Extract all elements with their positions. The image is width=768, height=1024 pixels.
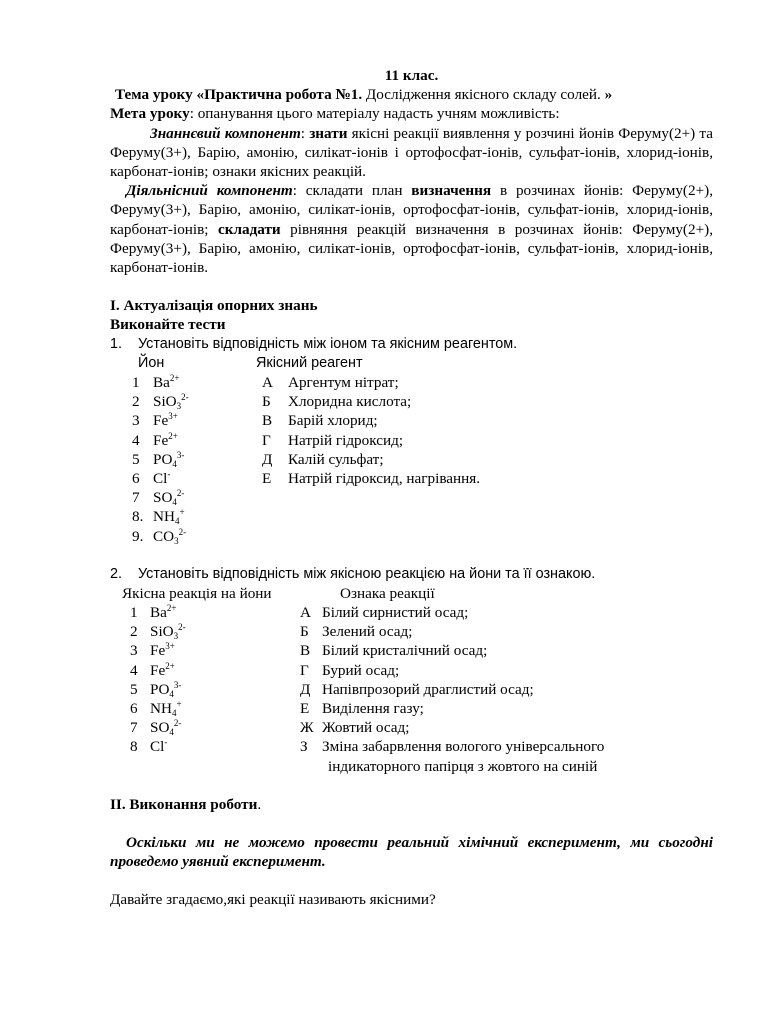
table-row: [110, 527, 713, 546]
answer-letter: Г: [262, 431, 271, 449]
table-row: [110, 373, 713, 392]
table-row: [110, 488, 713, 507]
row-number: 8.: [132, 508, 144, 526]
answer-text: Виділення газу;: [322, 700, 424, 718]
lesson-topic: Тема уроку «Практична робота №1. Дослідження якісного складу солей. »: [115, 86, 613, 104]
answer-letter: Д: [262, 450, 273, 468]
row-number: 7: [130, 719, 138, 737]
row-number: 7: [132, 489, 140, 507]
table-row: [110, 469, 713, 488]
answer-letter: Е: [300, 700, 310, 718]
answer-text: Напівпрозорий драглистий осад;: [322, 680, 534, 698]
section-2-title: ІІ. Виконання роботи.: [110, 795, 262, 813]
answer-text: Білий сирнистий осад;: [322, 604, 469, 622]
answer-letter: А: [262, 374, 273, 392]
row-number: 2: [130, 623, 138, 641]
row-number: 8: [130, 738, 138, 756]
task-2-columns: Якісна реакція на йони Ознака реакції: [122, 584, 435, 602]
ion-formula: Cl-: [153, 468, 171, 487]
document-page: [110, 66, 713, 910]
table-row: [110, 622, 713, 641]
ion-formula: $PO_4^{3-}$: [153, 449, 185, 469]
answer-text: Аргентум нітрат;: [288, 374, 399, 392]
answer-letter: В: [300, 642, 311, 660]
row-number: 9.: [132, 527, 144, 545]
answer-text: Натрій гідроксид, нагрівання.: [288, 469, 481, 487]
ion-formula: $Fe^{2+}$: [153, 430, 178, 449]
task-2-table: [110, 603, 713, 757]
table-row: [110, 680, 713, 699]
knowledge-component: Знаннєвий компонент: знати якісні реакції виявлення у розчині йонів Феруму(2+) та Феруму(3+), Барію, амонію, силікат-іонів і ортофосфат-іонів, сульфат-іонів, хлорид-іонів, карбонат-іонів; ознаки якісних реакцій.: [110, 124, 713, 181]
task-2-sign-continuation: індикаторного папірця з жовтого на синій: [328, 757, 598, 775]
grade-heading: 11 клас.: [384, 67, 439, 84]
answer-text: Бурий осад;: [322, 661, 400, 679]
ion-formula: $Fe^{3+}$: [150, 641, 175, 660]
answer-text: Хлоридна кислота;: [288, 393, 412, 411]
answer-letter: А: [300, 604, 311, 622]
answer-text: Білий кристалічний осад;: [322, 642, 488, 660]
table-row: [110, 641, 713, 660]
task-1-columns: Йон Якісний реагент: [138, 354, 363, 371]
ion-formula: $PO_4^{3-}$: [150, 679, 182, 699]
table-row: [110, 411, 713, 430]
ion-formula: $CO_3^{2-}$: [153, 526, 187, 546]
ion-formula: $Ba^{2+}$: [153, 373, 180, 392]
row-number: 4: [130, 661, 138, 679]
lesson-goal: Мета уроку: опанування цього матеріалу надасть учням можливість:: [110, 105, 560, 123]
answer-text: Зміна забарвлення вологого універсального: [322, 738, 605, 756]
ion-formula: $Fe^{3+}$: [153, 411, 178, 430]
table-row: [110, 699, 713, 718]
table-row: [110, 603, 713, 622]
answer-text: Натрій гідроксид;: [288, 431, 404, 449]
row-number: 3: [132, 412, 140, 430]
closing-emphasis: Оскільки ми не можемо провести реальний хімічний експеримент, ми сьогодні проведемо уявний експеримент.: [110, 833, 713, 871]
table-row: [110, 507, 713, 526]
table-row: [110, 392, 713, 411]
answer-letter: Ж: [300, 719, 314, 737]
activity-component: Діяльнісний компонент: складати план визначення в розчинах йонів: Феруму(2+), Феруму(3+), Барію, амонію, силікат-іонів, ортофосфат-іонів, сульфат-іонів, хлорид-іонів, карбонат-іонів; складати рівняння реакцій визначення в розчинах йонів: Феруму(2+), Феруму(3+), Барію, амонію, силікат-іонів, ортофосфат-іонів, сульфат-іонів, хлорид-іонів, карбонат-іонів.: [110, 182, 713, 277]
answer-letter: Д: [300, 680, 311, 698]
ion-formula: $Ba^{2+}$: [150, 603, 177, 622]
section-1-title: І. Актуалізація опорних знань: [110, 297, 318, 315]
table-row: [110, 431, 713, 450]
row-number: 1: [132, 374, 140, 392]
row-number: 6: [132, 469, 140, 487]
table-row: [110, 450, 713, 469]
answer-text: Зелений осад;: [322, 623, 413, 641]
ion-formula: $SO_4^{2-}$: [153, 488, 185, 508]
answer-letter: В: [262, 412, 273, 430]
closing-question: Давайте згадаємо,які реакції називають якісними?: [110, 891, 436, 909]
table-row: [110, 737, 713, 756]
ion-formula: Cl-: [150, 737, 168, 756]
row-number: 5: [132, 450, 140, 468]
ion-formula: SiO$_3^{2-}$: [153, 392, 189, 412]
answer-text: Калій сульфат;: [288, 450, 384, 468]
answer-letter: Б: [300, 623, 309, 641]
task-1-table: [110, 373, 713, 546]
ion-formula: SiO$_3^{2-}$: [150, 622, 186, 642]
answer-letter: Б: [262, 393, 271, 411]
answer-letter: Е: [262, 469, 272, 487]
task-2-question: 2. Установіть відповідність між якісною реакцією на йони та її ознакою.: [110, 565, 596, 582]
row-number: 3: [130, 642, 138, 660]
answer-text: Барій хлорид;: [288, 412, 378, 430]
ion-formula: $NH_4^+$: [150, 699, 182, 719]
answer-letter: Г: [300, 661, 309, 679]
answer-letter: З: [300, 738, 308, 756]
row-number: 4: [132, 431, 140, 449]
row-number: 5: [130, 680, 138, 698]
answer-text: Жовтий осад;: [322, 719, 410, 737]
row-number: 1: [130, 604, 138, 622]
row-number: 2: [132, 393, 140, 411]
table-row: [110, 718, 713, 737]
row-number: 6: [130, 700, 138, 718]
task-1-question: 1. Установіть відповідність між іоном та якісним реагентом.: [110, 335, 518, 352]
table-row: [110, 661, 713, 680]
section-1-subtitle: Виконайте тести: [110, 316, 226, 334]
ion-formula: $SO_4^{2-}$: [150, 718, 182, 738]
ion-formula: $Fe^{2+}$: [150, 660, 175, 679]
ion-formula: $NH_4^+$: [153, 507, 185, 527]
